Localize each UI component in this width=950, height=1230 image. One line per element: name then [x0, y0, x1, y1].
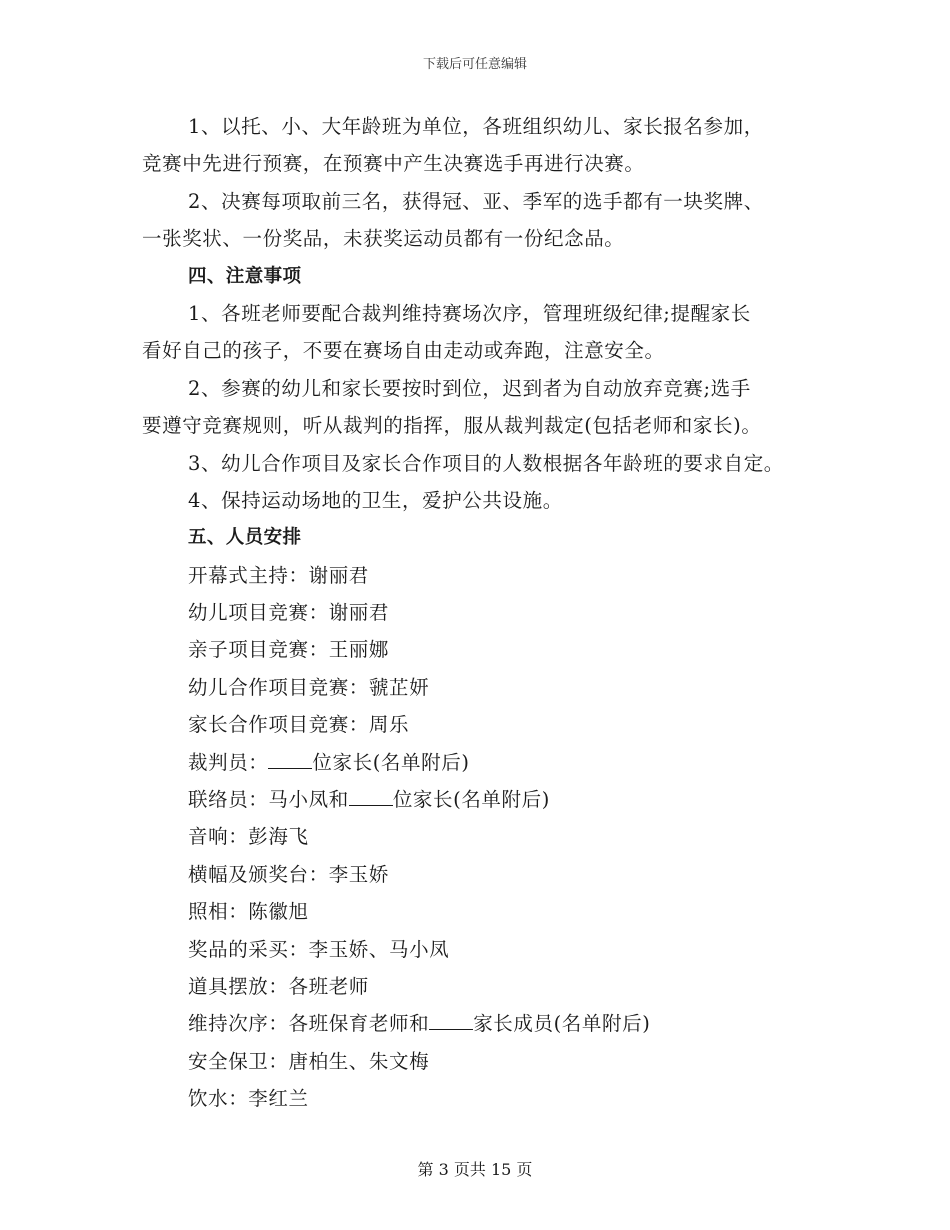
staff-security: 安全保卫：唐柏生、朱文梅	[188, 1049, 430, 1073]
staff-sound: 音响：彭海飞	[188, 825, 309, 849]
liaison-prefix: 联络员：马小凤和	[188, 788, 349, 812]
referee-blank	[268, 748, 312, 769]
staff-photo: 照相：陈徽旭	[188, 900, 309, 924]
staff-props: 道具摆放：各班老师	[188, 974, 369, 998]
note-2-line-2: 要遵守竞赛规则，听从裁判的指挥，服从裁判裁定(包括老师和家长)。	[142, 414, 762, 438]
note-1-line-2: 看好自己的孩子，不要在赛场自由走动或奔跑，注意安全。	[142, 339, 665, 363]
staff-parent-coop: 家长合作项目竞赛：周乐	[188, 713, 410, 737]
paragraph-1-line-1: 1、以托、小、大年龄班为单位，各班组织幼儿、家长报名参加，	[188, 115, 764, 138]
paragraph-2-line-1: 2、决赛每项取前三名，获得冠、亚、季军的选手都有一块奖牌、	[188, 189, 764, 213]
note-1-line-1: 1、各班老师要配合裁判维持赛场次序，管理班级纪律;提醒家长	[188, 301, 751, 325]
staff-water: 饮水：李红兰	[188, 1087, 309, 1111]
staff-banner: 横幅及颁奖台：李玉娇	[188, 862, 390, 886]
referee-prefix: 裁判员：	[188, 750, 269, 774]
note-3: 3、幼儿合作项目及家长合作项目的人数根据各年龄班的要求自定。	[188, 451, 784, 475]
liaison-blank	[349, 785, 393, 806]
liaison-suffix: 位家长(名单附后)	[392, 788, 550, 812]
order-blank	[429, 1009, 473, 1030]
staff-liaison	[142, 781, 832, 818]
staff-parent-child-events: 亲子项目竞赛：王丽娜	[188, 638, 390, 662]
order-suffix: 家长成员(名单附后)	[473, 1012, 651, 1036]
staff-host: 开幕式主持：谢丽君	[188, 563, 369, 587]
paragraph-2-line-2: 一张奖状、一份奖品，未获奖运动员都有一份纪念品。	[142, 227, 625, 251]
header-note: 下载后可任意编辑	[422, 57, 527, 72]
document-body	[142, 108, 832, 1118]
page-footer: 第 3 页共 15 页	[417, 1160, 533, 1179]
staff-prizes: 奖品的采买：李玉娇、马小凤	[188, 937, 450, 961]
staff-referee	[142, 744, 832, 781]
order-prefix: 维持次序：各班保育老师和	[188, 1012, 430, 1036]
staff-order	[142, 1005, 832, 1042]
staff-child-coop: 幼儿合作项目竞赛：虢芷妍	[188, 675, 430, 699]
note-4: 4、保持运动场地的卫生，爱护公共设施。	[188, 488, 563, 512]
section-heading-staff: 五、人员安排	[188, 527, 302, 549]
referee-suffix: 位家长(名单附后)	[312, 750, 470, 774]
section-heading-notes: 四、注意事项	[188, 265, 302, 287]
staff-child-events: 幼儿项目竞赛：谢丽君	[188, 601, 390, 625]
note-2-line-1: 2、参赛的幼儿和家长要按时到位，迟到者为自动放弃竞赛;选手	[188, 376, 751, 400]
paragraph-1-line-2: 竞赛中先进行预赛，在预赛中产生决赛选手再进行决赛。	[142, 152, 645, 176]
